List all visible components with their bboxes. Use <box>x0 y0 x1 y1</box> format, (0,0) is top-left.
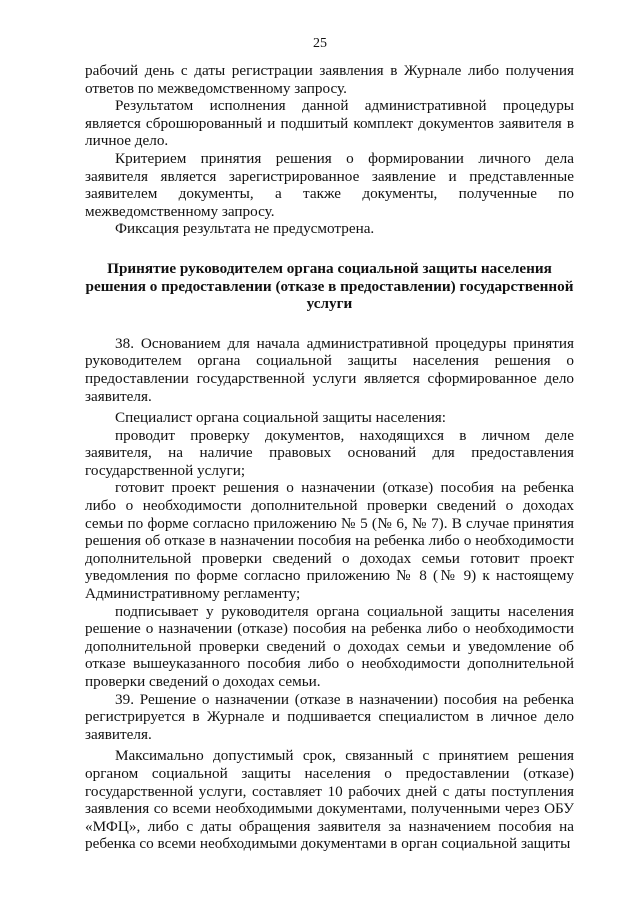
paragraph-checks-documents: проводит проверку документов, находящихся в личном деле заявителя, на наличие правовых оснований для предоставления государственной услуги; <box>85 426 574 479</box>
paragraph-specialist: Специалист органа социальной защиты населения: <box>115 409 446 427</box>
paragraph-38: 38. Основанием для начала административной процедуры принятия руководителем органа социальной защиты населения решения о предоставлении государственной услуги является сформированное дело заявителя. <box>85 334 574 405</box>
paragraph-criterion: Критерием принятия решения о формировании личного дела заявителя является зарегистрированное заявление и представленные заявителем документы, а также документы, полученные по межведомственному запросу. <box>85 149 574 220</box>
paragraph-39: 39. Решение о назначении (отказе в назначении) пособия на ребенка регистрируется в Журнале и подшивается специалистом в личное дело заявителя. <box>85 690 574 743</box>
page-number: 25 <box>313 36 327 51</box>
paragraph-signs-decision: подписывает у руководителя органа социальной защиты населения решение о назначении (отказе) пособия на ребенка либо о необходимости дополнительной проверки сведений о доходах семьи и уведомление об отказе вышеуказанного пособия либо о необходимости дополнительной проверки сведений о доходах семьи. <box>85 602 574 690</box>
paragraph-continuation: рабочий день с даты регистрации заявления в Журнале либо получения ответов по межведомственному запросу. <box>85 62 574 97</box>
section-heading: Принятие руководителем органа социальной защиты населения решения о предоставлении (отказе в предоставлении) государственной услуги <box>85 259 574 313</box>
document-body <box>85 62 574 853</box>
section-heading-block <box>85 260 574 313</box>
paragraph-prepares-draft: готовит проект решения о назначении (отказе) пособия на ребенка либо о необходимости дополнительной проверки сведений о доходах семьи по форме согласно приложению № 5 (№ 6, № 7). В случае принятия решения об отказе в назначении пособия на ребенка либо о необходимости дополнительной проверки сведений о доходах семьи готовит проект уведомления по форме согласно приложению № 8 (№ 9) к настоящему Административному регламенту; <box>85 479 574 603</box>
paragraph-result: Результатом исполнения данной административной процедуры является сброшюрованный и подшитый комплект документов заявителя в личное дело. <box>85 97 574 150</box>
paragraph-fixation: Фиксация результата не предусмотрена. <box>115 220 375 238</box>
paragraph-max-term: Максимально допустимый срок, связанный с принятием решения органом социальной защиты населения о предоставлении (отказе) государственной услуги, составляет 10 рабочих дней с даты поступления заявления со всеми необходимыми документами, полученными через ОБУ «МФЦ», либо с даты обращения заявителя за назначением пособия на ребенка со всеми необходимыми документами в орган социальной защиты <box>85 747 574 853</box>
